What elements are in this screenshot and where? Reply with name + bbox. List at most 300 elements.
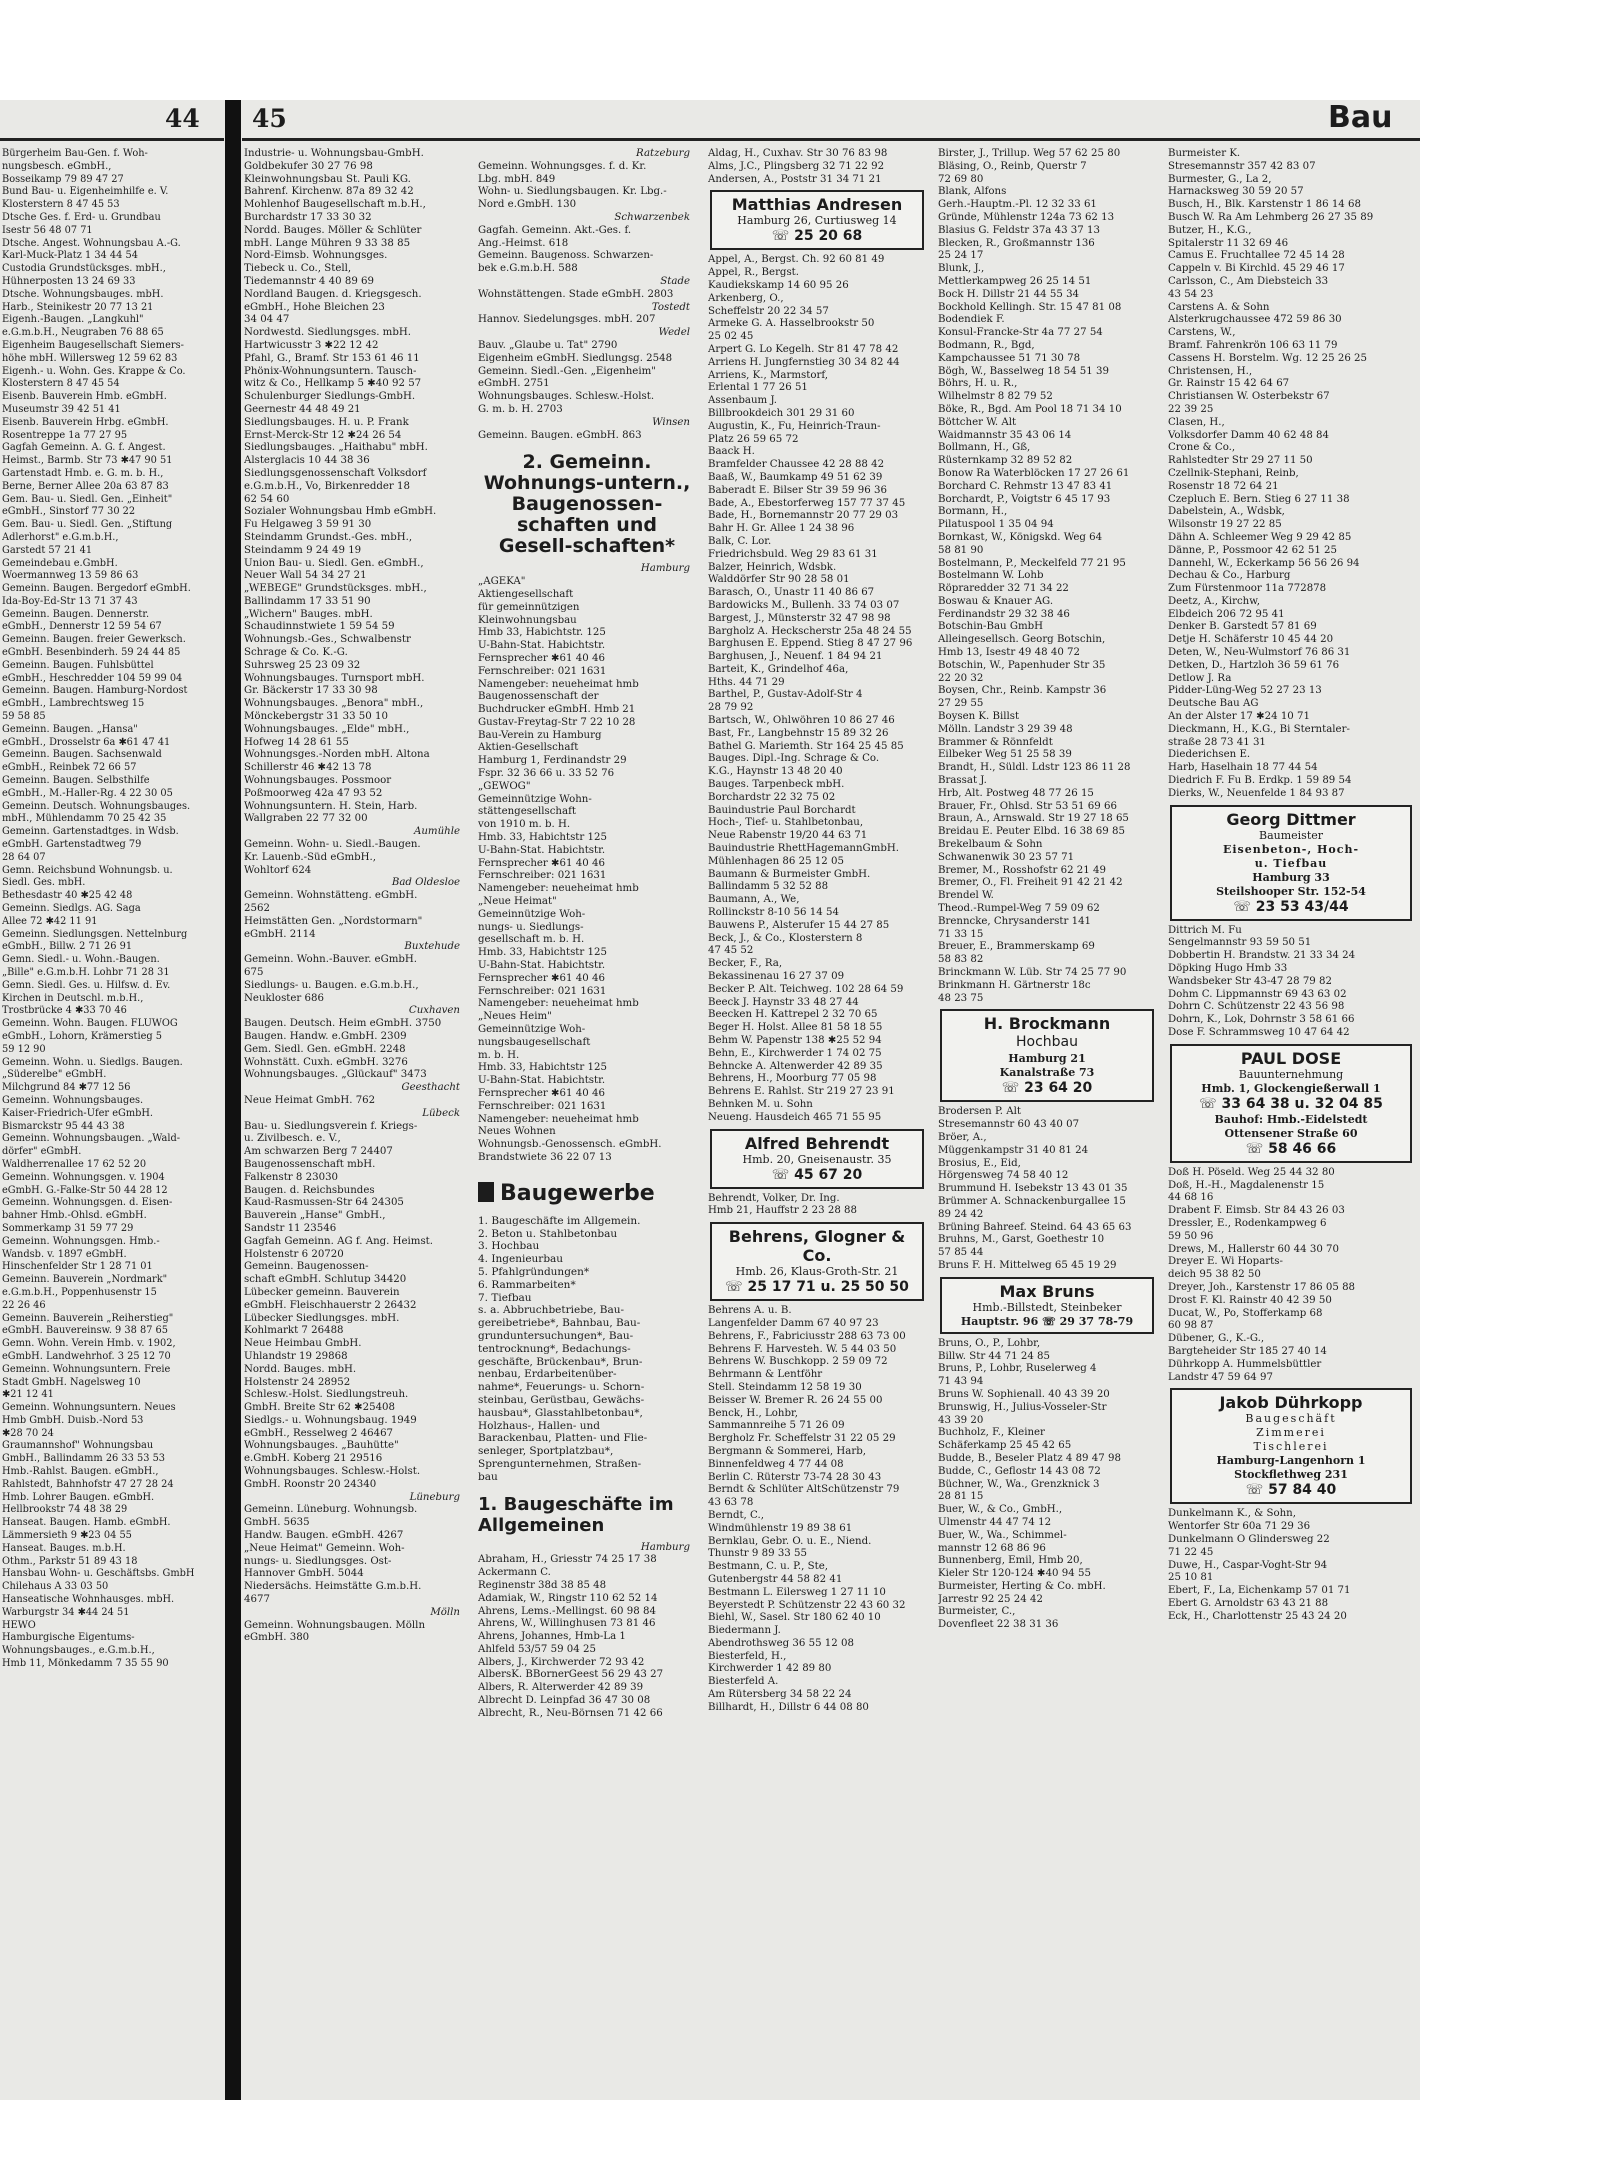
list-item: Bodendiek F. xyxy=(938,314,1005,326)
list-item: mbH., Mühlendamm 70 25 42 35 xyxy=(2,813,167,825)
list-item: Kaudiekskamp 14 60 95 26 xyxy=(708,279,849,291)
list-item: Zum Fürstenmoor 11a 772878 xyxy=(1168,583,1327,595)
list-item: 27 29 55 xyxy=(938,698,984,710)
list-item: Siedlungsgenossenschaft Volksdorf xyxy=(244,467,427,479)
list-item: Bürgerheim Bau-Gen. f. Woh- xyxy=(2,148,148,159)
list-item: Kirchwerder 1 42 89 80 xyxy=(708,1663,832,1675)
list-item: Becker P. Alt. Teichweg. 102 28 64 59 xyxy=(708,983,904,995)
list-item: Detken, D., Hartzloh 36 59 61 76 xyxy=(1168,659,1340,671)
list-item: Bunnenberg, Emil, Hmb 20, xyxy=(938,1555,1083,1567)
list-item: Wohnungsbauges. „Benora" mbH., xyxy=(244,698,424,710)
list-item: Arriens, K., Marmstorf, xyxy=(708,369,828,381)
list-item: Hanseat. Baugen. Hamb. eGmbH. xyxy=(2,1517,171,1529)
list-item: dörfer" eGmbH. xyxy=(2,1146,82,1158)
list-item: Rahlstedt, Bahnhofstr 47 27 28 24 xyxy=(2,1478,174,1490)
list-item: Dohrn C. Schützenstr 22 43 56 98 xyxy=(1168,1001,1345,1013)
list-item: straße 28 73 41 31 xyxy=(1168,736,1266,748)
list-item: Gemeinn. Lüneburg. Wohnungsb. xyxy=(244,1504,418,1516)
place-heading: Bad Oldesloe xyxy=(391,877,460,889)
list-item: Hths. 44 71 29 xyxy=(708,676,785,688)
list-item: Fspr. 32 36 66 u. 33 52 76 xyxy=(478,768,615,780)
list-item: Nord e.GmbH. 130 xyxy=(478,199,577,211)
page-number-left: 44 xyxy=(165,104,200,133)
list-item: Appel, R., Bergst. xyxy=(708,267,800,279)
list-item: Camus E. Fruchtallee 72 45 14 28 xyxy=(1168,250,1345,262)
list-item: Bathel G. Mariemth. Str 164 25 45 85 xyxy=(708,740,904,752)
list-item: Andersen, A., Poststr 31 34 71 21 xyxy=(708,173,882,185)
page-number-middle: 45 xyxy=(252,104,287,133)
list-item: Barackenbau, Platten- und Flie- xyxy=(478,1432,648,1445)
list-item: Woermannweg 13 59 86 63 xyxy=(2,570,139,582)
list-item: 89 24 42 xyxy=(938,1208,984,1220)
list-item: Wallgraben 22 77 32 00 xyxy=(244,813,368,825)
list-item: Schrage & Co. K.-G. xyxy=(244,647,348,659)
list-item: Pilatuspool 1 35 04 94 xyxy=(938,519,1054,531)
col4-top-list xyxy=(708,148,926,186)
list-item: Warburgstr 34 ✱44 24 51 xyxy=(2,1606,130,1618)
list-item: Eigenh.- u. Wohn. Ges. Krappe & Co. xyxy=(2,365,186,377)
list-item: 22 20 32 xyxy=(938,672,984,684)
list-item: Bremer, O., Fl. Freiheit 91 42 21 42 xyxy=(938,877,1123,889)
list-item: Bernklau, Gebr. O. u. E., Niend. xyxy=(708,1535,872,1547)
list-item: Bockhold Kellingh. Str. 15 47 81 08 xyxy=(938,301,1122,313)
list-item: stättengesellschaft xyxy=(478,806,576,818)
list-item: Gemeinn. Wohnungsuntern. Neues xyxy=(2,1402,176,1414)
list-item: 1. Baugeschäfte im Allgemein. xyxy=(478,1214,641,1227)
list-item: Stresemannstr 60 43 40 07 xyxy=(938,1119,1080,1131)
list-item: Bargest, J., Münsterstr 32 47 98 98 xyxy=(708,612,891,624)
list-item: Budde, C., Geflostr 14 43 08 72 xyxy=(938,1465,1101,1477)
list-item: Holstenstr 6 20720 xyxy=(244,1248,344,1260)
list-item: Bauindustrie RhettHagemannGmbH. xyxy=(708,843,899,855)
list-item: Bahrenf. Kirchenw. 87a 89 32 42 xyxy=(244,186,414,198)
list-item: s. a. Abbruchbetriebe, Bau- xyxy=(478,1304,625,1317)
list-item: Kaud-Rasmussen-Str 64 24305 xyxy=(244,1197,404,1209)
list-item: Wohnungsbauges. „Glückauf" 3473 xyxy=(244,1069,427,1081)
list-item: Gemn. Reichsbund Wohnungsb. u. xyxy=(2,864,173,876)
list-item: Gemeinn. Wohnungsbauges. xyxy=(2,1094,144,1106)
list-item: Brekelbaum & Sohn xyxy=(938,839,1043,851)
list-item: Kampchaussee 51 71 30 78 xyxy=(938,352,1081,364)
list-item: Fu Helgaweg 3 59 91 30 xyxy=(244,519,372,531)
list-item: Borchardt, P., Voigtstr 6 45 17 93 xyxy=(938,493,1111,505)
list-item: Wohnungsbauges. Schlesw.-Holst. xyxy=(478,391,655,403)
list-item: Böhrs, H. u. R., xyxy=(938,378,1018,390)
list-item: Hamburg 1, Ferdinandstr 29 xyxy=(478,755,627,767)
list-item: Geernestr 44 48 49 21 xyxy=(244,403,361,415)
list-item: Bostelmann W. Lohb xyxy=(938,570,1044,582)
list-item: Behrens W. Buschkopp. 2 59 09 72 xyxy=(708,1356,888,1368)
column-4 xyxy=(708,148,926,2028)
section-heading-wohnungsuntern: 2. Gemeinn. Wohnungs-untern., Baugenossen-schaften und Gesell-schaften* xyxy=(483,451,691,558)
list-item: Schäferkamp 25 45 42 65 xyxy=(938,1440,1072,1452)
list-item: Kirchen in Deutschl. m.b.H., xyxy=(2,992,144,1004)
list-item: Eisenb. Bauverein Hrbg. eGmbH. xyxy=(2,416,169,428)
list-item: Brüning Bahreef. Steind. 64 43 65 63 xyxy=(938,1221,1132,1233)
list-item: Bruns F. H. Mittelweg 65 45 19 29 xyxy=(938,1259,1117,1271)
list-item: deich 95 38 82 50 xyxy=(1168,1269,1261,1281)
list-item: Baugen. Handw. e.GmbH. 2309 xyxy=(244,1030,407,1042)
list-item: Hamburgische Eigentums- xyxy=(2,1632,135,1644)
list-item: nenbau, Erdarbeitenüber- xyxy=(478,1368,617,1381)
list-item: Gemeinn. Baugen. Sachsenwald xyxy=(2,749,162,761)
list-item: Dreyer E. Wi Hoparts- xyxy=(1168,1256,1283,1268)
list-item: Billhardt, H., Dillstr 6 44 08 80 xyxy=(708,1701,869,1713)
list-item: Bruns W. Sophienall. 40 43 39 20 xyxy=(938,1388,1110,1400)
list-item: Brassat J. xyxy=(938,775,987,787)
list-item: mbH. Lange Mühren 9 33 38 85 xyxy=(244,237,411,249)
list-item: Dunkelmann K., & Sohn, xyxy=(1168,1508,1296,1520)
list-item: Gemeinn. Baugen. Fuhlsbüttel xyxy=(2,659,154,671)
place-heading: Wedel xyxy=(658,327,690,339)
list-item: Bramfelder Chaussee 42 28 88 42 xyxy=(708,459,885,471)
list-item: Fernschreiber: 021 1631 xyxy=(478,870,607,882)
list-item: eGmbH., Lambrechtsweg 15 xyxy=(2,698,145,710)
list-item: Nordwestd. Siedlungsges. mbH. xyxy=(244,327,411,339)
list-item: Carstens A. & Sohn xyxy=(1168,301,1270,313)
col6-d-list xyxy=(1168,1508,1414,1623)
list-item: 59 12 90 xyxy=(2,1043,46,1055)
list-item: Hmb. 33, Habichtstr 125 xyxy=(478,832,607,844)
list-item: Rollinckstr 8-10 56 14 54 xyxy=(708,907,839,919)
category-list xyxy=(478,1215,696,1484)
list-item: Milchgrund 84 ✱77 12 56 xyxy=(2,1082,131,1094)
list-item: Bosseikamp 79 89 47 27 xyxy=(2,173,124,185)
list-item: Gemeinn. Baugen. eGmbH. 863 xyxy=(478,429,642,441)
list-item: Burmester, G., La 2, xyxy=(1168,173,1272,185)
ad-paul-dose: PAUL DOSE Bauunternehmung Hmb. 1, Glockengießerwall 1 ☏ 33 64 38 u. 32 04 85 Bauhof: Hmb.-Eidelstedt Ottensener Straße 60 ☏ 58 46 66 xyxy=(1170,1044,1412,1163)
list-item: Boswau & Knauer AG. xyxy=(938,595,1054,607)
list-item: Gerh.-Hauptm.-Pl. 12 32 33 61 xyxy=(938,199,1097,211)
list-item: Neue Heimat GmbH. 762 xyxy=(244,1094,376,1106)
list-item: Berndt & Schlüter AltSchützenstr 79 xyxy=(708,1484,900,1496)
list-item: Brinkmann H. Gärtnerstr 18c xyxy=(938,979,1091,991)
list-item: Siedlungsbauges. H. u. P. Frank xyxy=(244,416,409,428)
list-item: Brümmer A. Schnackenburgallee 15 xyxy=(938,1195,1126,1207)
list-item: Gemeinnützige Woh- xyxy=(478,1024,586,1036)
list-item: Blunk, J., xyxy=(938,263,985,275)
list-item: Hinschenfelder Str 1 28 71 01 xyxy=(2,1261,153,1273)
list-item: Niedersächs. Heimstätte G.m.b.H. xyxy=(244,1581,422,1593)
list-item: Siedlgs.- u. Wohnungsbaug. 1949 xyxy=(244,1414,417,1426)
list-item: 6. Rammarbeiten* xyxy=(478,1278,576,1291)
list-item: Ulmenstr 44 47 74 12 xyxy=(938,1516,1052,1528)
list-item: Bartsch, W., Ohlwöhren 10 86 27 46 xyxy=(708,715,895,727)
list-item: Ducat, W., Po, Stofferkamp 68 xyxy=(1168,1307,1323,1319)
list-item: Gemeinn. Wohnungsgen. v. 1904 xyxy=(2,1171,165,1183)
list-item: grunduntersuchungen*, Bau- xyxy=(478,1329,634,1342)
list-item: Brendel W. xyxy=(938,890,994,902)
list-item: Behrens, H., Moorburg 77 05 98 xyxy=(708,1073,877,1085)
list-item: Nordd. Bauges. Möller & Schlüter xyxy=(244,224,422,236)
header-rule-right xyxy=(242,138,1420,141)
list-item: Gemn. Wohn. Verein Hmb. v. 1902, xyxy=(2,1338,176,1350)
place-heading: Stade xyxy=(660,275,690,287)
ad-behrens-glogner: Behrens, Glogner & Co. Hmb. 26, Klaus-Groth-Str. 21 ☏ 25 17 71 u. 25 50 50 xyxy=(710,1222,924,1301)
list-item: Schlesw.-Holst. Siedlungstreuh. xyxy=(244,1389,409,1401)
list-item: Cassens H. Borstelm. Wg. 12 25 26 25 xyxy=(1168,352,1368,364)
list-item: Bahr H. Gr. Allee 1 24 38 96 xyxy=(708,523,855,535)
list-item: Hellbrookstr 74 48 38 29 xyxy=(2,1504,128,1516)
list-item: Diedrich F. Fu B. Erdkp. 1 59 89 54 xyxy=(1168,775,1352,787)
place-heading: Buxtehude xyxy=(404,941,460,953)
list-item: „Süderelbe" eGmbH. xyxy=(2,1069,107,1081)
list-item: bau xyxy=(478,1470,498,1483)
list-item: Behrens A. u. B. xyxy=(708,1305,792,1317)
list-item: Cappeln v. Bi Kirchld. 45 29 46 17 xyxy=(1168,263,1345,275)
list-item: Gemeinn. Baugen. Bergedorf eGmbH. xyxy=(2,583,191,595)
list-item: U-Bahn-Stat. Habichtstr. xyxy=(478,640,606,652)
list-item: Christensen, H., xyxy=(1168,365,1253,377)
list-item: Gagfah Gemeinn. AG f. Ang. Heimst. xyxy=(244,1235,434,1247)
list-item: Dänne, P., Possmoor 42 62 51 25 xyxy=(1168,544,1338,556)
list-item: Volksdorfer Damm 40 62 48 84 xyxy=(1168,429,1330,441)
list-item: Behrens, F., Fabriciusstr 288 63 73 00 xyxy=(708,1330,906,1342)
list-item: Nordd. Bauges. mbH. xyxy=(244,1363,357,1375)
col4-b-list xyxy=(708,1193,926,1219)
list-item: Suhrsweg 25 23 09 32 xyxy=(244,659,361,671)
list-item: eGmbH., Dennerstr 12 59 54 67 xyxy=(2,621,162,633)
list-item: Bröer, A., xyxy=(938,1131,987,1143)
list-item: 4677 xyxy=(244,1594,270,1606)
column-3 xyxy=(478,148,696,2028)
list-item: eGmbH. Besenbinderh. 59 24 44 85 xyxy=(2,647,181,659)
list-item: Dose F. Schrammsweg 10 47 64 42 xyxy=(1168,1027,1350,1039)
list-item: Binnenfeldweg 4 77 44 08 xyxy=(708,1458,844,1470)
list-item: e.G.m.b.H., Vo, Birkenredder 18 xyxy=(244,480,410,492)
list-item: e.GmbH. Koberg 21 29516 xyxy=(244,1453,383,1465)
list-item: Wilsonstr 19 27 22 85 xyxy=(1168,519,1282,531)
list-item: 28 64 07 xyxy=(2,851,46,863)
list-item: Tiedemannstr 4 40 89 69 xyxy=(244,275,375,287)
list-item: GmbH., Ballindamm 26 33 53 53 xyxy=(2,1453,166,1465)
list-item: Behrmann & Lentföhr xyxy=(708,1369,823,1381)
list-item: Wilhelmstr 8 82 79 52 xyxy=(938,391,1053,403)
list-item: Kaiser-Friedrich-Ufer eGmbH. xyxy=(2,1107,154,1119)
list-item: Bast, Fr., Langbehnstr 15 89 32 26 xyxy=(708,727,889,739)
list-item: Dtsche Ges. f. Erd- u. Grundbau xyxy=(2,211,161,223)
list-item: eGmbH., Billw. 2 71 26 91 xyxy=(2,941,133,953)
list-item: Ackermann C. xyxy=(478,1567,551,1579)
list-item: Bargholz A. Heckscherstr 25a 48 24 55 xyxy=(708,625,912,637)
list-item: Gemeinn. Siedl.-Gen. „Eigenheim" xyxy=(478,365,656,377)
list-item: Lübecker gemeinn. Bauverein xyxy=(244,1286,400,1298)
list-item: Bormann, H., xyxy=(938,506,1008,518)
list-item: Bauwens P., Alsterufer 15 44 27 85 xyxy=(708,919,890,931)
place-heading: Tostedt xyxy=(651,301,690,313)
list-item: Deutsche Bau AG xyxy=(1168,698,1259,710)
list-item: höhe mbH. Willersweg 12 59 62 83 xyxy=(2,352,178,364)
list-item: Ernst-Merck-Str 12 ✱24 26 54 xyxy=(244,429,402,441)
list-item: Siedlungsbauges. „Haithabu" mbH. xyxy=(244,442,428,454)
list-item: Barghusen, J., Neuenf. 1 84 94 21 xyxy=(708,651,883,663)
list-item: Industrie- u. Wohnungsbau-GmbH. xyxy=(244,148,424,159)
list-item: Beisser W. Bremer R. 26 24 55 00 xyxy=(708,1394,883,1406)
list-item: Blecken, R., Großmannstr 136 xyxy=(938,237,1095,249)
list-item: e.G.m.b.H., Poppenhusenstr 15 xyxy=(2,1286,157,1298)
ad-matthias-andresen: Matthias Andresen Hamburg 26, Curtiusweg 14 ☏ 25 20 68 xyxy=(710,190,924,250)
list-item: Wohn- u. Siedlungsbaugen. Kr. Lbg.- xyxy=(478,186,667,198)
list-item: Beecken H. Kattrepel 2 32 70 65 xyxy=(708,1009,878,1021)
list-item: Gemeinn. Wohnungsgen. d. Eisen- xyxy=(2,1197,173,1209)
list-item: „GEWOG" xyxy=(478,780,531,792)
list-item: Kieler Str 120-124 ✱40 94 55 xyxy=(938,1568,1091,1580)
list-item: Gutenbergstr 44 58 82 41 xyxy=(708,1573,843,1585)
list-item: Breidau E. Peuter Elbd. 16 38 69 85 xyxy=(938,826,1125,838)
list-item: 58 83 82 xyxy=(938,954,984,966)
list-item: „WEBEGE" Grundstücksges. mbH., xyxy=(244,583,427,595)
list-item: Nord-Eimsb. Wohnungsges. xyxy=(244,250,388,262)
list-item: Eisenb. Bauverein Hmb. eGmbH. xyxy=(2,391,167,403)
list-item: Nordland Baugen. d. Kriegsgesch. xyxy=(244,288,422,300)
list-item: Albrecht, R., Neu-Börnsen 71 42 66 xyxy=(478,1707,663,1719)
list-item: 72 69 80 xyxy=(938,173,984,185)
list-item: Siedl. Ges. mbH. xyxy=(2,877,86,889)
list-item: Gemeinn. Wohnungsuntern. Freie xyxy=(2,1363,171,1375)
list-item: 28 81 15 xyxy=(938,1491,984,1503)
list-item: GmbH. Breite Str 62 ✱25408 xyxy=(244,1402,396,1414)
list-item: Elbdeich 206 72 95 41 xyxy=(1168,608,1285,620)
list-item: Harb, Haselhain 18 77 44 54 xyxy=(1168,762,1318,774)
list-item: Langenfelder Damm 67 40 97 23 xyxy=(708,1317,879,1329)
list-item: Mohlenhof Baugesellschaft m.b.H., xyxy=(244,199,426,211)
list-item: Burmeister, Herting & Co. mbH. xyxy=(938,1580,1106,1592)
list-item: Böke, R., Bgd. Am Pool 18 71 34 10 xyxy=(938,403,1122,415)
list-item: 43 39 20 xyxy=(938,1414,984,1426)
list-item: Brandstwiete 36 22 07 13 xyxy=(478,1151,612,1163)
col1-list xyxy=(2,148,208,1671)
list-item: 71 43 94 xyxy=(938,1376,984,1388)
list-item: Gemeinn. Bauverein „Nordmark" xyxy=(2,1274,168,1286)
list-item: 4. Ingenieurbau xyxy=(478,1253,564,1266)
list-item: Stresemannstr 357 42 83 07 xyxy=(1168,160,1316,172)
list-item: Baack H. xyxy=(708,446,755,458)
list-item: Hanseatische Wohnhausges. mbH. xyxy=(2,1594,175,1606)
list-item: Borchard C. Rehmstr 13 47 83 41 xyxy=(938,480,1113,492)
list-item: hausbau*, Glasstahlbetonbau*, xyxy=(478,1406,643,1419)
list-item: Holzhaus-, Hallen- und xyxy=(478,1419,601,1432)
list-item: 48 23 75 xyxy=(938,992,984,1004)
list-item: Eigenheim eGmbH. Siedlungsg. 2548 xyxy=(478,352,673,364)
list-item: Bauges. Tarpenbeck mbH. xyxy=(708,779,845,791)
list-item: Windmühlenstr 19 89 38 61 xyxy=(708,1522,853,1534)
list-item: Bläsing, O., Reinb, Querstr 7 xyxy=(938,160,1087,172)
list-item: Hartwicusstr 3 ✱22 12 42 xyxy=(244,339,379,351)
list-item: Gemeinn. Wohnstätteng. eGmbH. xyxy=(244,890,418,902)
list-item: Bund Bau- u. Eigenheimhilfe e. V. xyxy=(2,186,169,198)
list-item: Dunkelmann O Glindersweg 22 xyxy=(1168,1533,1330,1545)
list-item: bahner Hmb.-Ohlsd. eGmbH. xyxy=(2,1210,147,1222)
list-item: Biesterfeld, H., xyxy=(708,1650,787,1662)
list-item: Doß H. Pöseld. Weg 25 44 32 80 xyxy=(1168,1166,1335,1178)
list-item: Balzer, Heinrich, Wdsbk. xyxy=(708,561,837,573)
list-item: Hmb 33, Habichtstr. 125 xyxy=(478,627,606,639)
list-item: Beger H. Holst. Allee 81 58 18 55 xyxy=(708,1022,883,1034)
list-item: Abraham, H., Griesstr 74 25 17 38 xyxy=(478,1554,657,1566)
col6-c-list xyxy=(1168,1167,1414,1385)
list-item: senleger, Sportplatzbau*, xyxy=(478,1445,614,1458)
list-item: K.G., Haynstr 13 48 20 40 xyxy=(708,766,843,778)
list-item: Alms, J.C., Plingsberg 32 71 22 92 xyxy=(708,160,885,172)
list-item: Karl-Muck-Platz 1 34 44 54 xyxy=(2,250,138,262)
col3-mid-list xyxy=(478,563,696,1164)
list-item: Hrb, Alt. Postweg 48 77 26 15 xyxy=(938,787,1094,799)
list-item: Bramf. Fahrenkrön 106 63 11 79 xyxy=(1168,339,1338,351)
list-item: Bauverein „Hanse" GmbH., xyxy=(244,1210,386,1222)
list-item: Balk, C. Lor. xyxy=(708,535,772,547)
column-2 xyxy=(244,148,466,2028)
list-item: Chilehaus A 33 03 50 xyxy=(2,1581,109,1593)
list-item: Wohltorf 624 xyxy=(244,864,312,876)
list-item: Stadt GmbH. Nagelsweg 10 xyxy=(2,1376,141,1388)
list-item: Fernsprecher ✱61 40 46 xyxy=(478,1088,605,1099)
list-item: Wohnstätt. Cuxh. eGmbH. 3276 xyxy=(244,1056,408,1068)
list-item: Czepluch E. Bern. Stieg 6 27 11 38 xyxy=(1168,493,1350,505)
list-item: Allee 72 ✱42 11 91 xyxy=(2,915,98,927)
list-item: Scheffelstr 20 22 34 57 xyxy=(708,305,829,317)
list-item: Abendrothsweg 36 55 12 08 xyxy=(708,1637,854,1649)
list-item: GmbH. Roonstr 20 24340 xyxy=(244,1478,377,1490)
list-item: „Wichern" Bauges. mbH. xyxy=(244,608,373,620)
list-item: Falkenstr 8 23030 xyxy=(244,1171,339,1183)
list-item: Ballindamm 5 32 52 88 xyxy=(708,881,829,893)
list-item: Behm W. Papenstr 138 ✱25 52 94 xyxy=(708,1035,882,1046)
list-item: Duwe, H., Caspar-Voght-Str 94 xyxy=(1168,1559,1328,1571)
list-item: Gemeinn. Bauverein „Reiherstieg" xyxy=(2,1312,174,1324)
list-item: Carstens, W., xyxy=(1168,327,1236,339)
list-item: 2562 xyxy=(244,903,270,915)
list-item: Namengeber: neueheimat hmb xyxy=(478,883,639,895)
list-item: Brammer & Rönnfeldt xyxy=(938,736,1053,748)
list-item: Wohnungsb.-Genossensch. eGmbH. xyxy=(478,1139,662,1151)
col4-c-list xyxy=(708,1305,926,1715)
list-item: Kleinwohnungsbau St. Pauli KG. xyxy=(244,173,411,185)
list-item: Fernschreiber: 021 1631 xyxy=(478,985,607,997)
list-item: Berndt, C., xyxy=(708,1509,764,1521)
list-item: Blank, Alfons xyxy=(938,186,1007,198)
list-item: Buchdrucker eGmbH. Hmb 21 xyxy=(478,704,636,716)
list-item: 25 10 81 xyxy=(1168,1572,1214,1584)
list-item: Bonow Ra Waterblöcken 17 27 26 61 xyxy=(938,467,1130,479)
list-item: Waidmannstr 35 43 06 14 xyxy=(938,429,1072,441)
list-item: Sprengunternehmen, Straßen- xyxy=(478,1457,642,1470)
list-item: Sandstr 11 23546 xyxy=(244,1222,337,1234)
list-item: Clasen, H., xyxy=(1168,416,1225,428)
list-item: Braun, A., Arnswald. Str 19 27 18 65 xyxy=(938,813,1129,825)
list-item: Barthel, P., Gustav-Adolf-Str 4 xyxy=(708,689,863,701)
list-item: u. Zivilbesch. e. V., xyxy=(244,1133,341,1145)
list-item: Brunswig, H., Julius-Vosseler-Str xyxy=(938,1401,1107,1413)
list-item: Bauv. „Glaube u. Tat" 2790 xyxy=(478,339,618,351)
list-item: Wohnungsbauges., e.G.m.b.H., xyxy=(2,1645,155,1657)
list-item: Steindamm Grundst.-Ges. mbH., xyxy=(244,531,413,543)
col3-bottom-list xyxy=(478,1542,696,1721)
ad-georg-dittmer: Georg Dittmer Baumeister Eisenbeton-, Hoch- u. Tiefbau Hamburg 33 Steilshooper Str. 152-54 ☏ 23 53 43/44 xyxy=(1170,805,1412,921)
list-item: Eilbeker Weg 51 25 58 39 xyxy=(938,749,1072,761)
list-item: Aktien-Gesellschaft xyxy=(478,742,579,754)
list-item: Kr. Lauenb.-Süd eGmbH., xyxy=(244,851,377,863)
list-item: Schaudinnstwiete 1 59 54 59 xyxy=(244,621,395,633)
list-item: Behncke A. Altenwerder 42 89 35 xyxy=(708,1060,883,1072)
list-item: Neueng. Hausdeich 465 71 55 95 xyxy=(708,1111,882,1123)
list-item: Bremer, M., Rosshofstr 62 21 49 xyxy=(938,864,1106,876)
list-item: Union Bau- u. Siedl. Gen. eGmbH., xyxy=(244,557,424,569)
list-item: Dohm C. Lippmannstr 69 43 63 02 xyxy=(1168,988,1347,1000)
list-item: Gemeinn. Baugen. freier Gewerksch. xyxy=(2,634,186,646)
list-item: Spitalerstr 11 32 69 46 xyxy=(1168,237,1289,249)
list-item: Carlsson, C., Am Diebsteich 33 xyxy=(1168,275,1329,287)
list-item: Gemeinnützige Woh- xyxy=(478,908,586,920)
